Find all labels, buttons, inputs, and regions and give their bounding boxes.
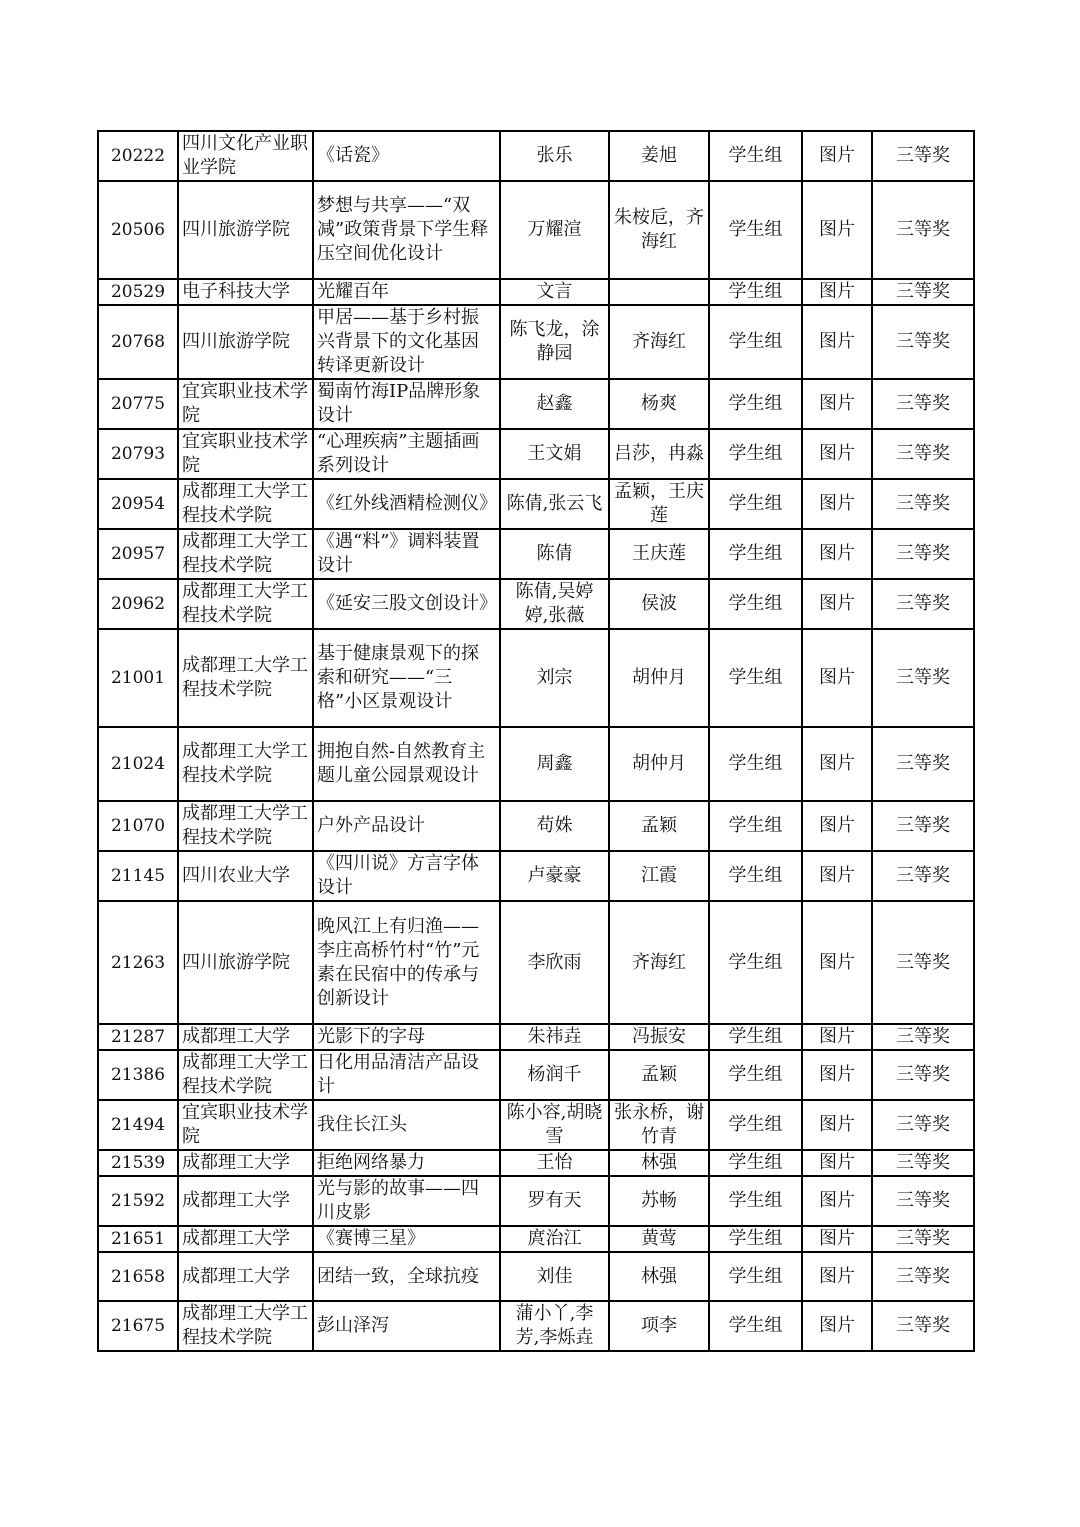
work-title-cell: 蜀南竹海IP品牌形象设计: [313, 379, 500, 429]
author-cell: 文言: [500, 279, 609, 305]
award-cell: 三等奖: [872, 1024, 974, 1050]
category-cell: 图片: [802, 851, 872, 901]
group-cell: 学生组: [709, 629, 802, 727]
category-cell: 图片: [802, 727, 872, 801]
work-title-cell: 拒绝网络暴力: [313, 1150, 500, 1176]
school-cell: 四川旅游学院: [178, 181, 313, 279]
work-title-cell: 户外产品设计: [313, 801, 500, 851]
author-cell: 陈飞龙，涂静园: [500, 305, 609, 379]
school-cell: 四川文化产业职业学院: [178, 131, 313, 181]
school-cell: 四川旅游学院: [178, 901, 313, 1024]
school-cell: 电子科技大学: [178, 279, 313, 305]
group-cell: 学生组: [709, 727, 802, 801]
table-body: [98, 131, 974, 1351]
school-cell: 成都理工大学: [178, 1176, 313, 1226]
work-title-cell: 我住长江头: [313, 1100, 500, 1150]
work-title-cell: 晚风江上有归渔——李庄高桥竹村“竹”元素在民宿中的传承与创新设计: [313, 901, 500, 1024]
author-cell: 庹治江: [500, 1226, 609, 1252]
work-title-cell: 光与影的故事——四川皮影: [313, 1176, 500, 1226]
author-cell: 周鑫: [500, 727, 609, 801]
work-title-cell: 《延安三股文创设计》: [313, 579, 500, 629]
award-cell: 三等奖: [872, 529, 974, 579]
advisor-cell: [609, 279, 709, 305]
category-cell: 图片: [802, 1100, 872, 1150]
school-cell: 成都理工大学工程技术学院: [178, 727, 313, 801]
school-cell: 四川旅游学院: [178, 305, 313, 379]
category-cell: 图片: [802, 1301, 872, 1351]
school-cell: 宜宾职业技术学院: [178, 379, 313, 429]
category-cell: 图片: [802, 181, 872, 279]
table-row: [98, 629, 974, 727]
advisor-cell: 姜旭: [609, 131, 709, 181]
award-cell: 三等奖: [872, 479, 974, 529]
entry-id-cell: 20529: [98, 279, 178, 305]
award-cell: 三等奖: [872, 579, 974, 629]
category-cell: 图片: [802, 1226, 872, 1252]
advisor-cell: 胡仲月: [609, 629, 709, 727]
entry-id-cell: 21675: [98, 1301, 178, 1351]
table-row: [98, 429, 974, 479]
category-cell: 图片: [802, 131, 872, 181]
award-table: [97, 130, 975, 1352]
award-cell: 三等奖: [872, 1150, 974, 1176]
author-cell: 张乐: [500, 131, 609, 181]
award-cell: 三等奖: [872, 727, 974, 801]
group-cell: 学生组: [709, 901, 802, 1024]
category-cell: 图片: [802, 429, 872, 479]
award-cell: 三等奖: [872, 1226, 974, 1252]
table-row: [98, 901, 974, 1024]
table-row: [98, 727, 974, 801]
work-title-cell: 《遇“料”》调料装置设计: [313, 529, 500, 579]
author-cell: 刘宗: [500, 629, 609, 727]
category-cell: 图片: [802, 1024, 872, 1050]
table-row: [98, 1150, 974, 1176]
author-cell: 陈倩,张云飞: [500, 479, 609, 529]
award-cell: 三等奖: [872, 131, 974, 181]
advisor-cell: 侯波: [609, 579, 709, 629]
advisor-cell: 江霞: [609, 851, 709, 901]
advisor-cell: 林强: [609, 1252, 709, 1301]
category-cell: 图片: [802, 801, 872, 851]
group-cell: 学生组: [709, 1150, 802, 1176]
entry-id-cell: 21145: [98, 851, 178, 901]
school-cell: 成都理工大学工程技术学院: [178, 801, 313, 851]
table-row: [98, 479, 974, 529]
school-cell: 成都理工大学: [178, 1226, 313, 1252]
table-row: [98, 181, 974, 279]
author-cell: 王怡: [500, 1150, 609, 1176]
school-cell: 四川农业大学: [178, 851, 313, 901]
entry-id-cell: 21658: [98, 1252, 178, 1301]
entry-id-cell: 20954: [98, 479, 178, 529]
school-cell: 成都理工大学工程技术学院: [178, 479, 313, 529]
table-row: [98, 1050, 974, 1100]
advisor-cell: 胡仲月: [609, 727, 709, 801]
group-cell: 学生组: [709, 1252, 802, 1301]
category-cell: 图片: [802, 379, 872, 429]
category-cell: 图片: [802, 901, 872, 1024]
author-cell: 卢豪豪: [500, 851, 609, 901]
entry-id-cell: 21386: [98, 1050, 178, 1100]
award-cell: 三等奖: [872, 305, 974, 379]
entry-id-cell: 20768: [98, 305, 178, 379]
group-cell: 学生组: [709, 579, 802, 629]
group-cell: 学生组: [709, 851, 802, 901]
entry-id-cell: 20793: [98, 429, 178, 479]
category-cell: 图片: [802, 1050, 872, 1100]
table-row: [98, 1252, 974, 1301]
award-cell: 三等奖: [872, 1301, 974, 1351]
school-cell: 成都理工大学工程技术学院: [178, 629, 313, 727]
table-row: [98, 305, 974, 379]
table-row: [98, 529, 974, 579]
table-row: [98, 1226, 974, 1252]
entry-id-cell: 20957: [98, 529, 178, 579]
author-cell: 陈倩,吴婷婷,张薇: [500, 579, 609, 629]
school-cell: 成都理工大学工程技术学院: [178, 579, 313, 629]
award-cell: 三等奖: [872, 1176, 974, 1226]
entry-id-cell: 20775: [98, 379, 178, 429]
table-row: [98, 279, 974, 305]
category-cell: 图片: [802, 1252, 872, 1301]
work-title-cell: 彭山泽泻: [313, 1301, 500, 1351]
entry-id-cell: 21024: [98, 727, 178, 801]
group-cell: 学生组: [709, 429, 802, 479]
work-title-cell: “心理疾病”主题插画系列设计: [313, 429, 500, 479]
group-cell: 学生组: [709, 1100, 802, 1150]
award-cell: 三等奖: [872, 801, 974, 851]
author-cell: 苟姝: [500, 801, 609, 851]
author-cell: 王文娟: [500, 429, 609, 479]
author-cell: 蒲小丫,李芳,李烁垚: [500, 1301, 609, 1351]
award-cell: 三等奖: [872, 279, 974, 305]
work-title-cell: 基于健康景观下的探索和研究——“三格”小区景观设计: [313, 629, 500, 727]
group-cell: 学生组: [709, 479, 802, 529]
award-cell: 三等奖: [872, 851, 974, 901]
advisor-cell: 张永桥，谢竹青: [609, 1100, 709, 1150]
school-cell: 成都理工大学工程技术学院: [178, 1050, 313, 1100]
table-row: [98, 801, 974, 851]
award-cell: 三等奖: [872, 629, 974, 727]
work-title-cell: 《红外线酒精检测仪》: [313, 479, 500, 529]
award-cell: 三等奖: [872, 1100, 974, 1150]
school-cell: 成都理工大学: [178, 1252, 313, 1301]
entry-id-cell: 20222: [98, 131, 178, 181]
author-cell: 刘佳: [500, 1252, 609, 1301]
author-cell: 陈倩: [500, 529, 609, 579]
advisor-cell: 吕莎，冉淼: [609, 429, 709, 479]
advisor-cell: 孟颖: [609, 801, 709, 851]
table-row: [98, 1100, 974, 1150]
advisor-cell: 黄莺: [609, 1226, 709, 1252]
group-cell: 学生组: [709, 305, 802, 379]
category-cell: 图片: [802, 529, 872, 579]
award-cell: 三等奖: [872, 1050, 974, 1100]
table-row: [98, 379, 974, 429]
author-cell: 陈小容,胡晓雪: [500, 1100, 609, 1150]
group-cell: 学生组: [709, 379, 802, 429]
work-title-cell: 梦想与共享——“双减”政策背景下学生释压空间优化设计: [313, 181, 500, 279]
category-cell: 图片: [802, 279, 872, 305]
group-cell: 学生组: [709, 1301, 802, 1351]
entry-id-cell: 21263: [98, 901, 178, 1024]
entry-id-cell: 21494: [98, 1100, 178, 1150]
group-cell: 学生组: [709, 1050, 802, 1100]
category-cell: 图片: [802, 629, 872, 727]
group-cell: 学生组: [709, 801, 802, 851]
advisor-cell: 孟颖: [609, 1050, 709, 1100]
advisor-cell: 冯振安: [609, 1024, 709, 1050]
advisor-cell: 朱桉卮，齐海红: [609, 181, 709, 279]
advisor-cell: 苏畅: [609, 1176, 709, 1226]
school-cell: 成都理工大学: [178, 1150, 313, 1176]
advisor-cell: 林强: [609, 1150, 709, 1176]
group-cell: 学生组: [709, 1226, 802, 1252]
school-cell: 宜宾职业技术学院: [178, 1100, 313, 1150]
entry-id-cell: 21070: [98, 801, 178, 851]
group-cell: 学生组: [709, 1024, 802, 1050]
work-title-cell: 团结一致，全球抗疫: [313, 1252, 500, 1301]
author-cell: 赵鑫: [500, 379, 609, 429]
table-row: [98, 1301, 974, 1351]
entry-id-cell: 20962: [98, 579, 178, 629]
work-title-cell: 《四川说》方言字体设计: [313, 851, 500, 901]
work-title-cell: 拥抱自然-自然教育主题儿童公园景观设计: [313, 727, 500, 801]
work-title-cell: 《话瓷》: [313, 131, 500, 181]
advisor-cell: 杨爽: [609, 379, 709, 429]
work-title-cell: 甲居——基于乡村振兴背景下的文化基因转译更新设计: [313, 305, 500, 379]
work-title-cell: 《赛博三星》: [313, 1226, 500, 1252]
award-cell: 三等奖: [872, 181, 974, 279]
entry-id-cell: 20506: [98, 181, 178, 279]
entry-id-cell: 21539: [98, 1150, 178, 1176]
award-cell: 三等奖: [872, 379, 974, 429]
author-cell: 罗有天: [500, 1176, 609, 1226]
award-cell: 三等奖: [872, 429, 974, 479]
school-cell: 成都理工大学工程技术学院: [178, 529, 313, 579]
category-cell: 图片: [802, 479, 872, 529]
table-row: [98, 1176, 974, 1226]
advisor-cell: 齐海红: [609, 901, 709, 1024]
author-cell: 万耀渲: [500, 181, 609, 279]
group-cell: 学生组: [709, 131, 802, 181]
advisor-cell: 王庆莲: [609, 529, 709, 579]
group-cell: 学生组: [709, 181, 802, 279]
work-title-cell: 光耀百年: [313, 279, 500, 305]
advisor-cell: 项李: [609, 1301, 709, 1351]
group-cell: 学生组: [709, 529, 802, 579]
group-cell: 学生组: [709, 1176, 802, 1226]
table-row: [98, 131, 974, 181]
work-title-cell: 光影下的字母: [313, 1024, 500, 1050]
school-cell: 成都理工大学: [178, 1024, 313, 1050]
table-row: [98, 1024, 974, 1050]
category-cell: 图片: [802, 1150, 872, 1176]
group-cell: 学生组: [709, 279, 802, 305]
category-cell: 图片: [802, 1176, 872, 1226]
school-cell: 宜宾职业技术学院: [178, 429, 313, 479]
entry-id-cell: 21001: [98, 629, 178, 727]
author-cell: 杨润千: [500, 1050, 609, 1100]
award-cell: 三等奖: [872, 1252, 974, 1301]
advisor-cell: 孟颖，王庆莲: [609, 479, 709, 529]
entry-id-cell: 21651: [98, 1226, 178, 1252]
award-cell: 三等奖: [872, 901, 974, 1024]
work-title-cell: 日化用品清洁产品设计: [313, 1050, 500, 1100]
author-cell: 李欣雨: [500, 901, 609, 1024]
author-cell: 朱祎垚: [500, 1024, 609, 1050]
advisor-cell: 齐海红: [609, 305, 709, 379]
category-cell: 图片: [802, 305, 872, 379]
entry-id-cell: 21592: [98, 1176, 178, 1226]
table-row: [98, 851, 974, 901]
school-cell: 成都理工大学工程技术学院: [178, 1301, 313, 1351]
category-cell: 图片: [802, 579, 872, 629]
entry-id-cell: 21287: [98, 1024, 178, 1050]
table-row: [98, 579, 974, 629]
